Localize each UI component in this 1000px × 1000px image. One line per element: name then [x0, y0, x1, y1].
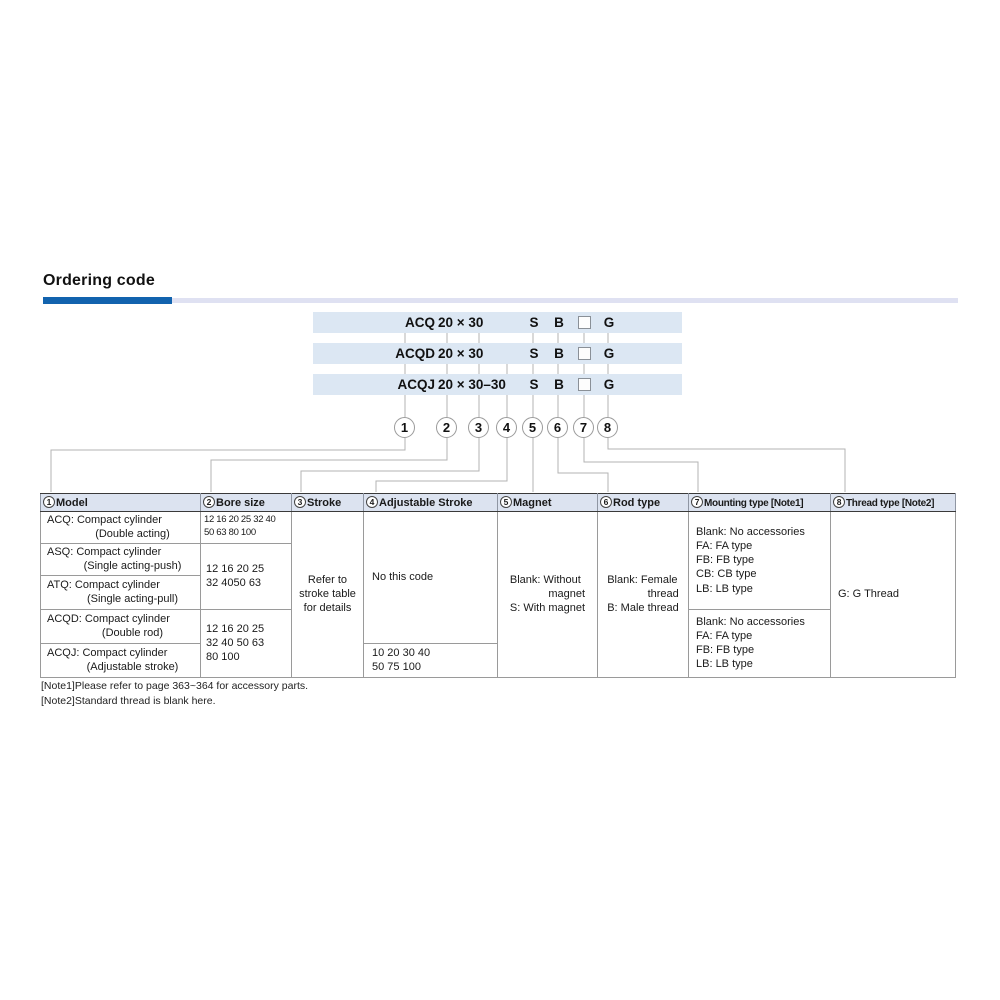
- circled-number-icon: 1: [43, 496, 55, 508]
- cell-bore-acq: 12 16 20 25 32 40 50 63 80 100: [201, 512, 292, 544]
- col-header-adjustable-stroke: 4 Adjustable Stroke: [364, 494, 498, 512]
- col-header-model: 1 Model: [41, 494, 201, 512]
- cell-adjustable-stroke-none: No this code: [364, 512, 498, 644]
- code-magnet: S: [529, 346, 539, 361]
- code-thread-type: G: [603, 315, 615, 330]
- code-model: ACQJ: [397, 377, 435, 392]
- position-circle-5: 5: [522, 417, 543, 438]
- circled-number-icon: 8: [833, 496, 845, 508]
- position-circle-3: 3: [468, 417, 489, 438]
- circled-number-icon: 6: [600, 496, 612, 508]
- cell-model-atq: ATQ: Compact cylinder (Single acting-pull): [41, 575, 201, 609]
- cell-mounting-upper: Blank: No accessories FA: FA type FB: FB type CB: CB type LB: LB type: [689, 512, 831, 610]
- position-circle-4: 4: [496, 417, 517, 438]
- code-rod-type: B: [554, 377, 564, 392]
- code-model: ACQD: [395, 346, 435, 361]
- cell-model-asq: ASQ: Compact cylinder (Single acting-push): [41, 543, 201, 575]
- table-header-row: [41, 494, 956, 512]
- mounting-placeholder-box-icon: [578, 347, 591, 360]
- circled-number-icon: 5: [500, 496, 512, 508]
- circled-number-icon: 2: [203, 496, 215, 508]
- cell-stroke: Refer to stroke table for details: [292, 512, 364, 678]
- ordering-code-row-acqj: [313, 374, 682, 395]
- note-1: [Note1]Please refer to page 363~364 for accessory parts.: [41, 680, 309, 692]
- cell-bore-asq-atq: 12 16 20 25 32 4050 63: [201, 543, 292, 609]
- code-thread-type: G: [603, 346, 615, 361]
- cell-model-acqj: ACQJ: Compact cylinder (Adjustable stroke): [41, 643, 201, 677]
- ordering-table: [40, 493, 956, 678]
- mounting-placeholder-box-icon: [578, 316, 591, 329]
- code-model: ACQ: [405, 315, 435, 330]
- code-bore-stroke: 20 × 30: [438, 315, 484, 330]
- circled-number-icon: 4: [366, 496, 378, 508]
- col-header-bore-size: 2 Bore size: [201, 494, 292, 512]
- circled-number-icon: 3: [294, 496, 306, 508]
- position-circle-1: 1: [394, 417, 415, 438]
- cell-magnet: Blank: Without magnet S: With magnet: [498, 512, 598, 678]
- title-underline-track: [172, 298, 958, 303]
- code-magnet: S: [529, 315, 539, 330]
- table-row-acq: [41, 512, 956, 544]
- position-circle-8: 8: [597, 417, 618, 438]
- code-thread-type: G: [603, 377, 615, 392]
- circled-number-icon: 7: [691, 496, 703, 508]
- ordering-code-row-acq: [313, 312, 682, 333]
- section-title: Ordering code: [43, 272, 155, 289]
- cell-model-acqd: ACQD: Compact cylinder (Double rod): [41, 609, 201, 643]
- mounting-placeholder-box-icon: [578, 378, 591, 391]
- code-rod-type: B: [554, 346, 564, 361]
- cell-bore-acqd-acqj: 12 16 20 25 32 40 50 63 80 100: [201, 609, 292, 677]
- title-underline-accent: [43, 297, 172, 304]
- col-header-rod-type: 6 Rod type: [598, 494, 689, 512]
- cell-adjustable-stroke-values: 10 20 30 40 50 75 100: [364, 643, 498, 677]
- code-bore-stroke: 20 × 30: [438, 346, 484, 361]
- cell-model-acq: ACQ: Compact cylinder (Double acting): [41, 512, 201, 544]
- cell-mounting-lower: Blank: No accessories FA: FA type FB: FB type LB: LB type: [689, 609, 831, 677]
- cell-rod-type: Blank: Female thread B: Male thread: [598, 512, 689, 678]
- note-2: [Note2]Standard thread is blank here.: [41, 695, 216, 707]
- code-rod-type: B: [554, 315, 564, 330]
- cell-thread-type: G: G Thread: [831, 512, 956, 678]
- position-circle-2: 2: [436, 417, 457, 438]
- col-header-mounting-type: 7 Mounting type [Note1]: [689, 494, 831, 512]
- col-header-stroke: 3 Stroke: [292, 494, 364, 512]
- col-header-thread-type: 8 Thread type [Note2]: [831, 494, 956, 512]
- code-magnet: S: [529, 377, 539, 392]
- ordering-code-row-acqd: [313, 343, 682, 364]
- code-bore-stroke: 20 × 30–30: [438, 377, 506, 392]
- col-header-magnet: 5 Magnet: [498, 494, 598, 512]
- position-circle-7: 7: [573, 417, 594, 438]
- position-circle-6: 6: [547, 417, 568, 438]
